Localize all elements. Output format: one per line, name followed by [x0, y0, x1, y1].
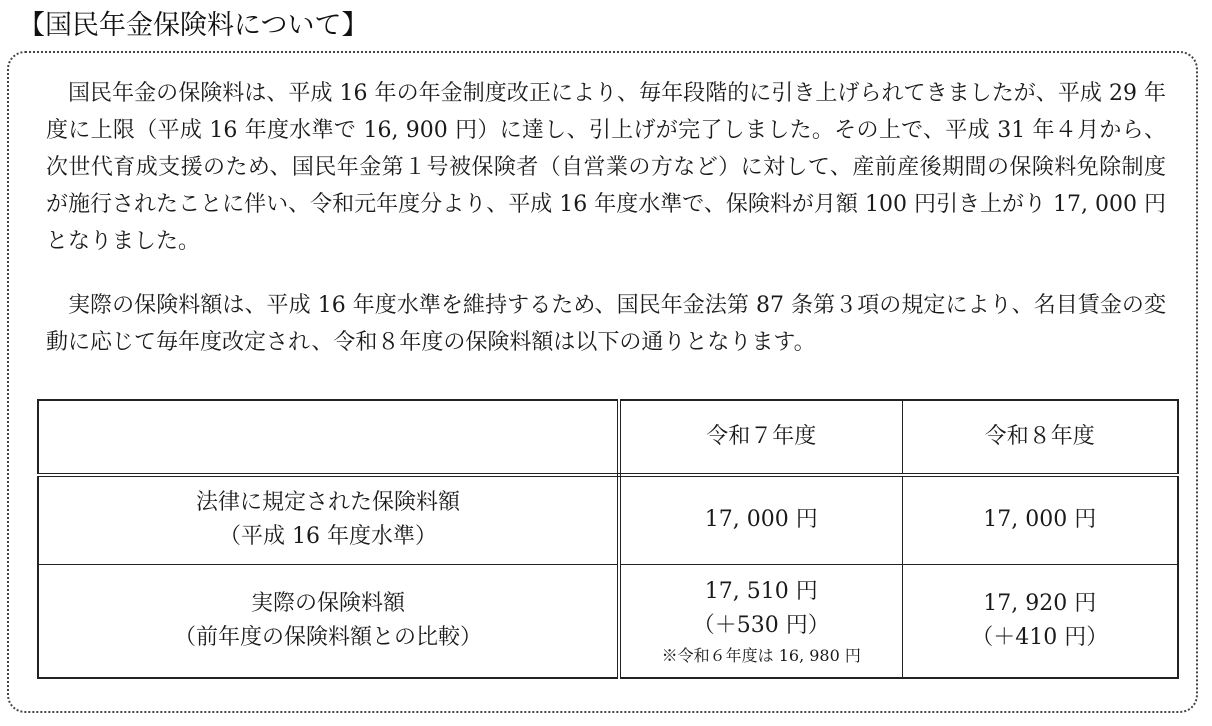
table-row: [38, 475, 1178, 564]
actual-reiwa7-diff: （＋530 円）: [692, 612, 830, 638]
paragraph-premium-history: 国民年金の保険料は、平成 16 年の年金制度改正により、毎年段階的に引き上げられてきましたが、平成 29 年度に上限（平成 16 年度水準で 16, 900 円）に達し、引上げが完了しました。その上で、平成 31 年４月から、次世代育成支援のため、国民年金第１号被保険者（自営業の方など）に対して、産前産後期間の保険料免除制度が施行されたことに伴い、令和元年度分より、平成 16 年度水準で、保険料が月額 100 円引き上がり 17, 000 円となりました。: [46, 81, 1166, 254]
row-label-statutory-main: 法律に規定された保険料額: [195, 490, 460, 516]
statutory-reiwa7-value: 17, 000 円: [619, 475, 902, 564]
actual-reiwa8-value: 17, 920 円: [983, 590, 1097, 616]
row-label-actual-main: 実際の保険料額: [250, 590, 405, 616]
premium-table: [37, 399, 1179, 679]
paragraph-actual-premium: 実際の保険料額は、平成 16 年度水準を維持するため、国民年金法第 87 条第３項の規定により、名目賃金の変動に応じて毎年度改定され、令和８年度の保険料額は以下の通りとなります。: [46, 293, 1166, 355]
header-reiwa8: 令和８年度: [902, 400, 1178, 475]
section-heading: 【国民年金保険料について】: [18, 10, 369, 41]
actual-reiwa8-diff: （＋410 円）: [971, 624, 1109, 650]
header-blank-cell: [38, 400, 619, 475]
row-label-statutory-sub: （平成 16 年度水準）: [219, 524, 437, 550]
actual-reiwa8-cell: [902, 564, 1178, 678]
table-header-row: [38, 400, 1178, 475]
row-label-statutory: [38, 475, 619, 564]
actual-reiwa7-cell: [619, 564, 902, 678]
statutory-reiwa8-value: 17, 000 円: [902, 475, 1178, 564]
actual-reiwa7-note: ※令和６年度は 16, 980 円: [661, 645, 861, 665]
actual-reiwa7-value: 17, 510 円: [704, 578, 818, 604]
table-row: [38, 564, 1178, 678]
header-reiwa7: 令和７年度: [619, 400, 902, 475]
row-label-actual: [38, 564, 619, 678]
row-label-actual-sub: （前年度の保険料額との比較）: [173, 624, 482, 650]
